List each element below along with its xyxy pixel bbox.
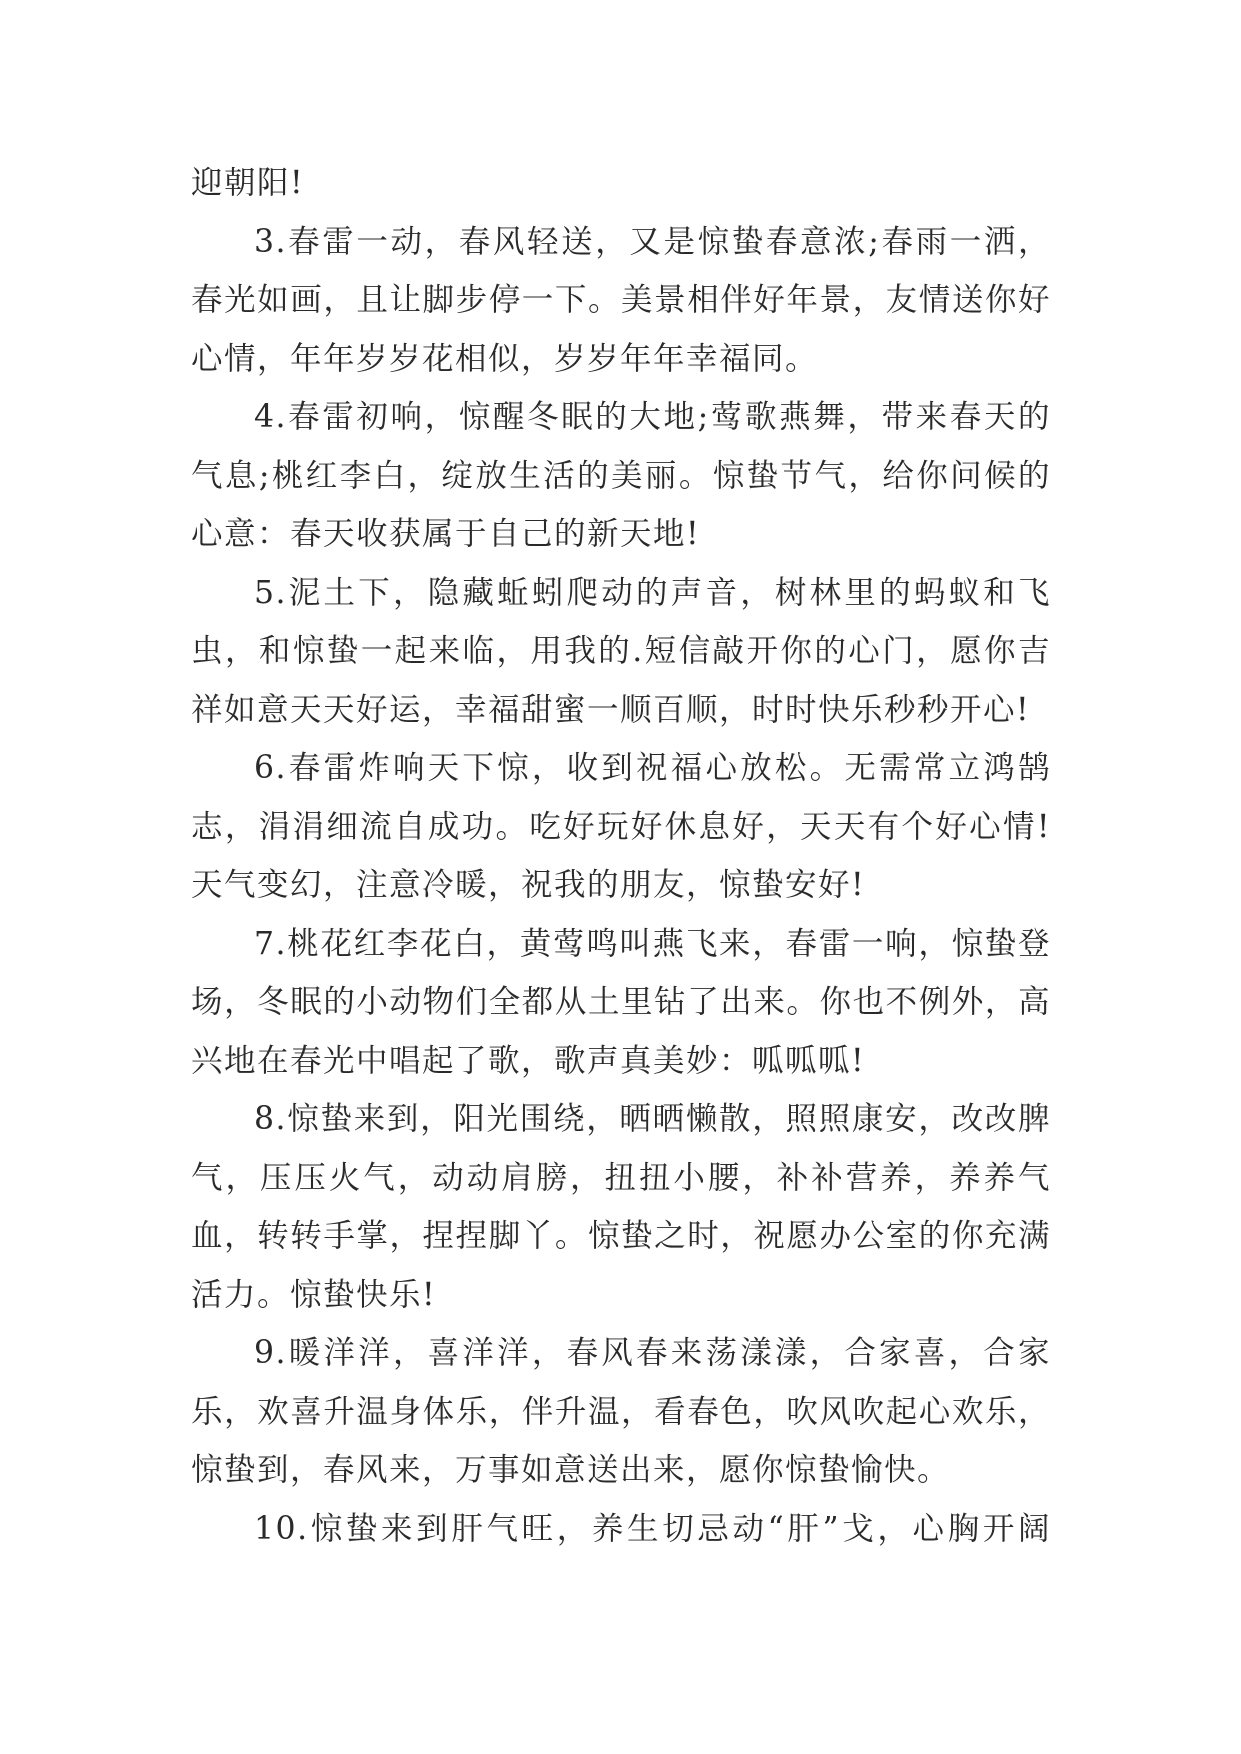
body-text — [191, 154, 1051, 1558]
paragraph-item-7: 7.桃花红李花白，黄莺鸣叫燕飞来，春雷一响，惊蛰登场，冬眠的小动物们全都从土里钻了出来。你也不例外，高兴地在春光中唱起了歌，歌声真美妙：呱呱呱! — [191, 925, 1051, 1079]
paragraph-item-10: 10.惊蛰来到肝气旺，养生切忌动“肝”戈，心胸开阔 — [254, 1510, 1051, 1547]
paragraph-item-9: 9.暖洋洋，喜洋洋，春风春来荡漾漾，合家喜，合家乐，欢喜升温身体乐，伴升温，看春色，吹风吹起心欢乐，惊蛰到，春风来，万事如意送出来，愿你惊蛰愉快。 — [191, 1335, 1051, 1488]
paragraph-item-4: 4.春雷初响，惊醒冬眠的大地;莺歌燕舞，带来春天的气息;桃红李白，绽放生活的美丽。惊蛰节气，给你问候的心意：春天收获属于自己的新天地! — [191, 399, 1051, 552]
paragraph-item-6: 6.春雷炸响天下惊，收到祝福心放松。无需常立鸿鹄志，涓涓细流自成功。吃好玩好休息好，天天有个好心情!天气变幻，注意冷暖，祝我的朋友，惊蛰安好! — [191, 750, 1051, 903]
paragraph-continuation: 迎朝阳! — [191, 165, 305, 201]
paragraph-item-5: 5.泥土下，隐藏蚯蚓爬动的声音，树林里的蚂蚁和飞虫，和惊蛰一起来临，用我的.短信敲开你的心门，愿你吉祥如意天天好运，幸福甜蜜一顺百顺，时时快乐秒秒开心! — [191, 574, 1051, 728]
paragraph-item-3: 3.春雷一动，春风轻送，又是惊蛰春意浓;春雨一洒，春光如画，且让脚步停一下。美景相伴好年景，友情送你好心情，年年岁岁花相似，岁岁年年幸福同。 — [191, 223, 1051, 377]
paragraph-item-8: 8.惊蛰来到，阳光围绕，晒晒懒散，照照康安，改改脾气，压压火气，动动肩膀，扭扭小腰，补补营养，养养气血，转转手掌，捏捏脚丫。惊蛰之时，祝愿办公室的你充满活力。惊蛰快乐! — [191, 1101, 1051, 1313]
